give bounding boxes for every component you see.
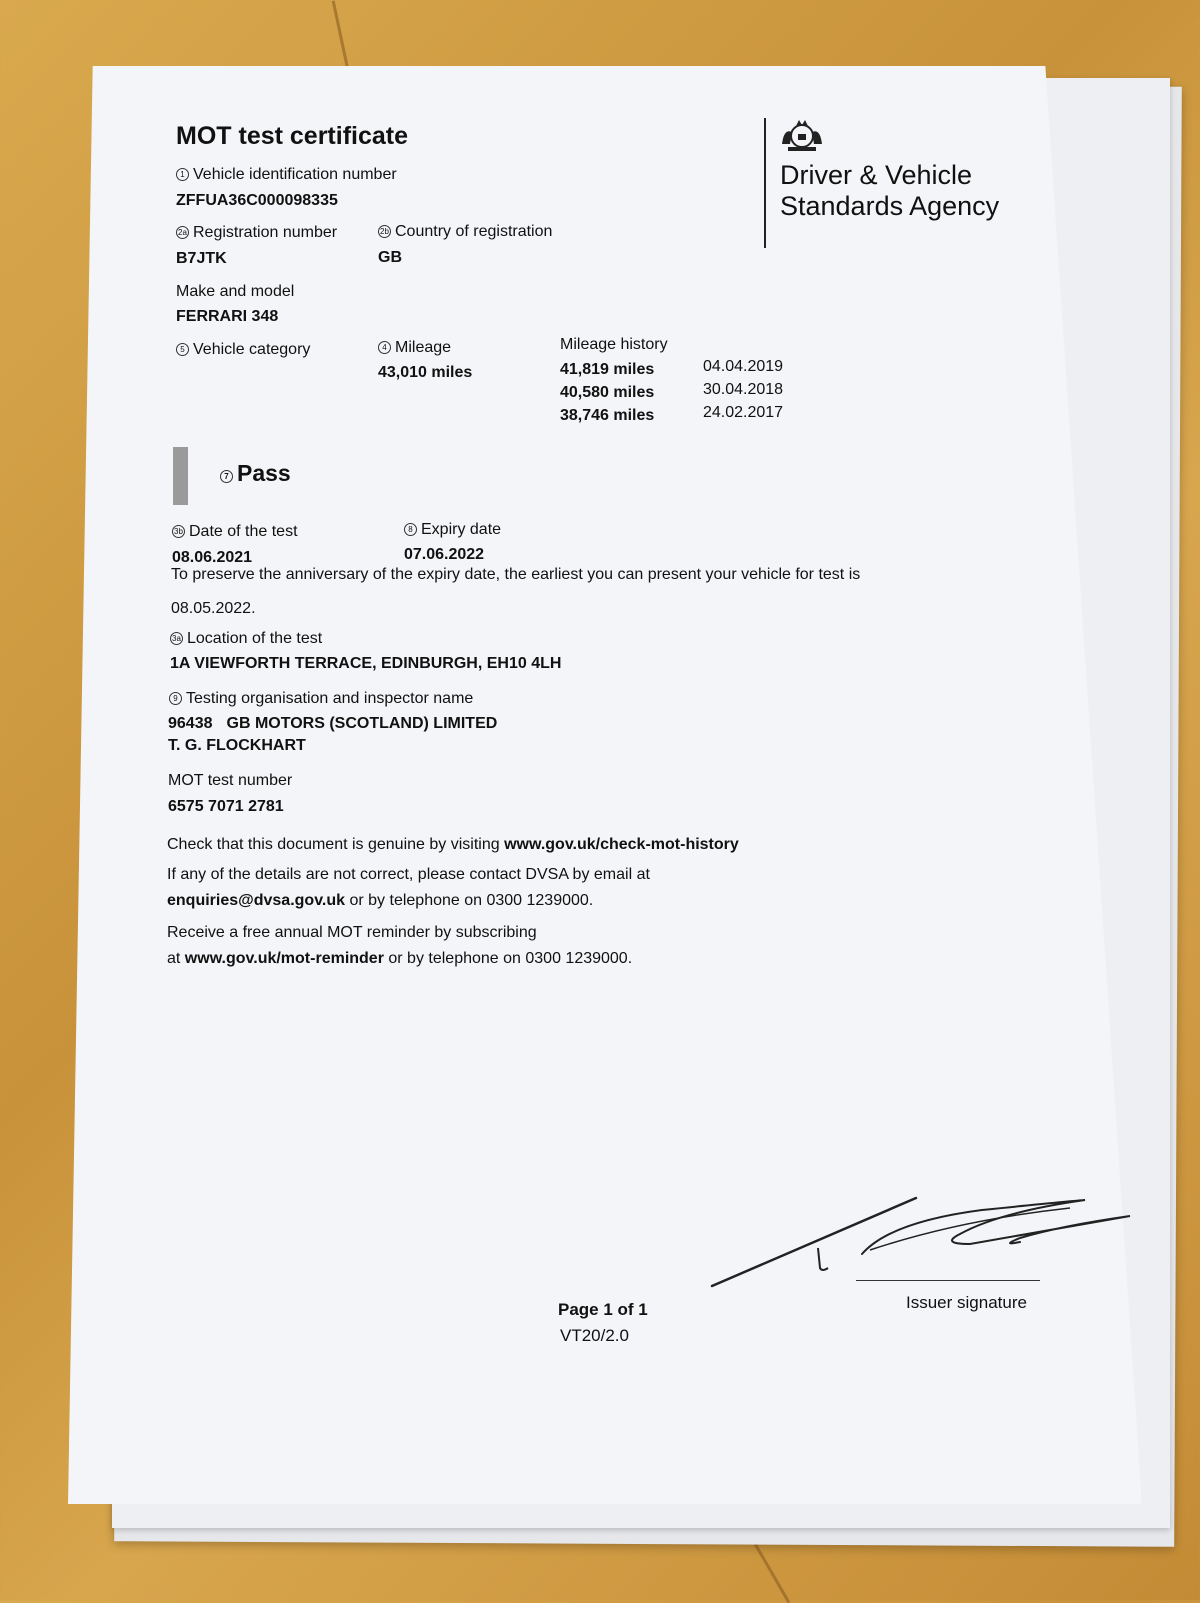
test-number-value: 6575 7071 2781 [168, 798, 284, 815]
contact-notice: If any of the details are not correct, please contact DVSA by email at [167, 866, 650, 883]
field-number-badge: 3b [172, 525, 185, 538]
reminder-details: at www.gov.uk/mot-reminder or by telephone on 0300 1239000. [167, 950, 633, 967]
mileage-history-date: 04.04.2019 [703, 358, 784, 375]
signature-line [856, 1280, 1040, 1281]
mileage-history-date: 30.04.2018 [703, 381, 784, 398]
logo-divider [764, 118, 766, 248]
royal-crest-icon [776, 114, 828, 161]
field-number-badge: 2b [378, 225, 391, 238]
genuine-notice: Check that this document is genuine by visiting www.gov.uk/check-mot-history [167, 836, 739, 853]
test-date-value: 08.06.2021 [172, 549, 253, 566]
test-result: 7 Pass [220, 460, 291, 487]
registration-label: 2a Registration number [176, 224, 337, 242]
make-model-label: Make and model [176, 283, 295, 300]
page-number: Page 1 of 1 [558, 1300, 648, 1319]
organisation-value: 96438 GB MOTORS (SCOTLAND) LIMITED [168, 715, 498, 732]
mileage-label: 4 Mileage [378, 339, 451, 357]
mileage-history-label: Mileage history [560, 336, 668, 353]
location-value: 1A VIEWFORTH TERRACE, EDINBURGH, EH10 4LH [170, 655, 562, 672]
vin-label: 1 Vehicle identification number [176, 166, 397, 184]
reminder-notice: Receive a free annual MOT reminder by subscribing [167, 924, 537, 941]
field-number-badge: 2a [176, 226, 189, 239]
mot-reminder-link[interactable]: www.gov.uk/mot-reminder [184, 950, 384, 967]
field-number-badge: 7 [220, 470, 233, 483]
field-number-badge: 5 [176, 343, 189, 356]
mileage-history-miles: 38,746 miles [560, 407, 655, 424]
anniversary-date: 08.05.2022. [171, 600, 256, 617]
test-number-label: MOT test number [168, 772, 293, 789]
field-number-badge: 4 [378, 341, 391, 354]
field-number-badge: 3a [170, 632, 183, 645]
mileage-value: 43,010 miles [378, 364, 473, 381]
vehicle-category-label: 5 Vehicle category [176, 341, 310, 359]
contact-details: enquiries@dvsa.gov.uk or by telephone on 0300 1239000. [167, 892, 594, 909]
signature-label: Issuer signature [906, 1293, 1027, 1312]
form-code: VT20/2.0 [560, 1326, 629, 1345]
make-model-value: FERRARI 348 [176, 308, 279, 325]
organisation-label: 9 Testing organisation and inspector name [169, 690, 473, 708]
field-number-badge: 8 [404, 523, 417, 536]
mileage-history-miles: 40,580 miles [560, 384, 655, 401]
field-number-badge: 9 [169, 692, 182, 705]
email-link[interactable]: enquiries@dvsa.gov.uk [167, 892, 346, 909]
agency-name: Driver & Vehicle Standards Agency [780, 160, 1000, 221]
country-label: 2b Country of registration [378, 223, 552, 241]
certificate-title: MOT test certificate [176, 122, 409, 150]
field-number-badge: 1 [176, 168, 189, 181]
expiry-date-value: 07.06.2022 [404, 546, 485, 563]
location-label: 3a Location of the test [170, 630, 322, 648]
test-date-label: 3b Date of the test [172, 523, 298, 541]
issuer-signature [700, 1186, 1140, 1301]
anniversary-note: To preserve the anniversary of the expiry date, the earliest you can present your vehicle for test is [171, 566, 861, 583]
vin-value: ZFFUA36C000098335 [176, 192, 338, 209]
result-bar [173, 447, 188, 505]
expiry-date-label: 8 Expiry date [404, 521, 501, 539]
mileage-history-miles: 41,819 miles [560, 361, 655, 378]
inspector-name: T. G. FLOCKHART [168, 737, 306, 754]
check-mot-history-link[interactable]: www.gov.uk/check-mot-history [504, 836, 739, 853]
mileage-history-date: 24.02.2017 [703, 404, 784, 421]
country-value: GB [378, 249, 402, 266]
registration-value: B7JTK [176, 250, 227, 267]
